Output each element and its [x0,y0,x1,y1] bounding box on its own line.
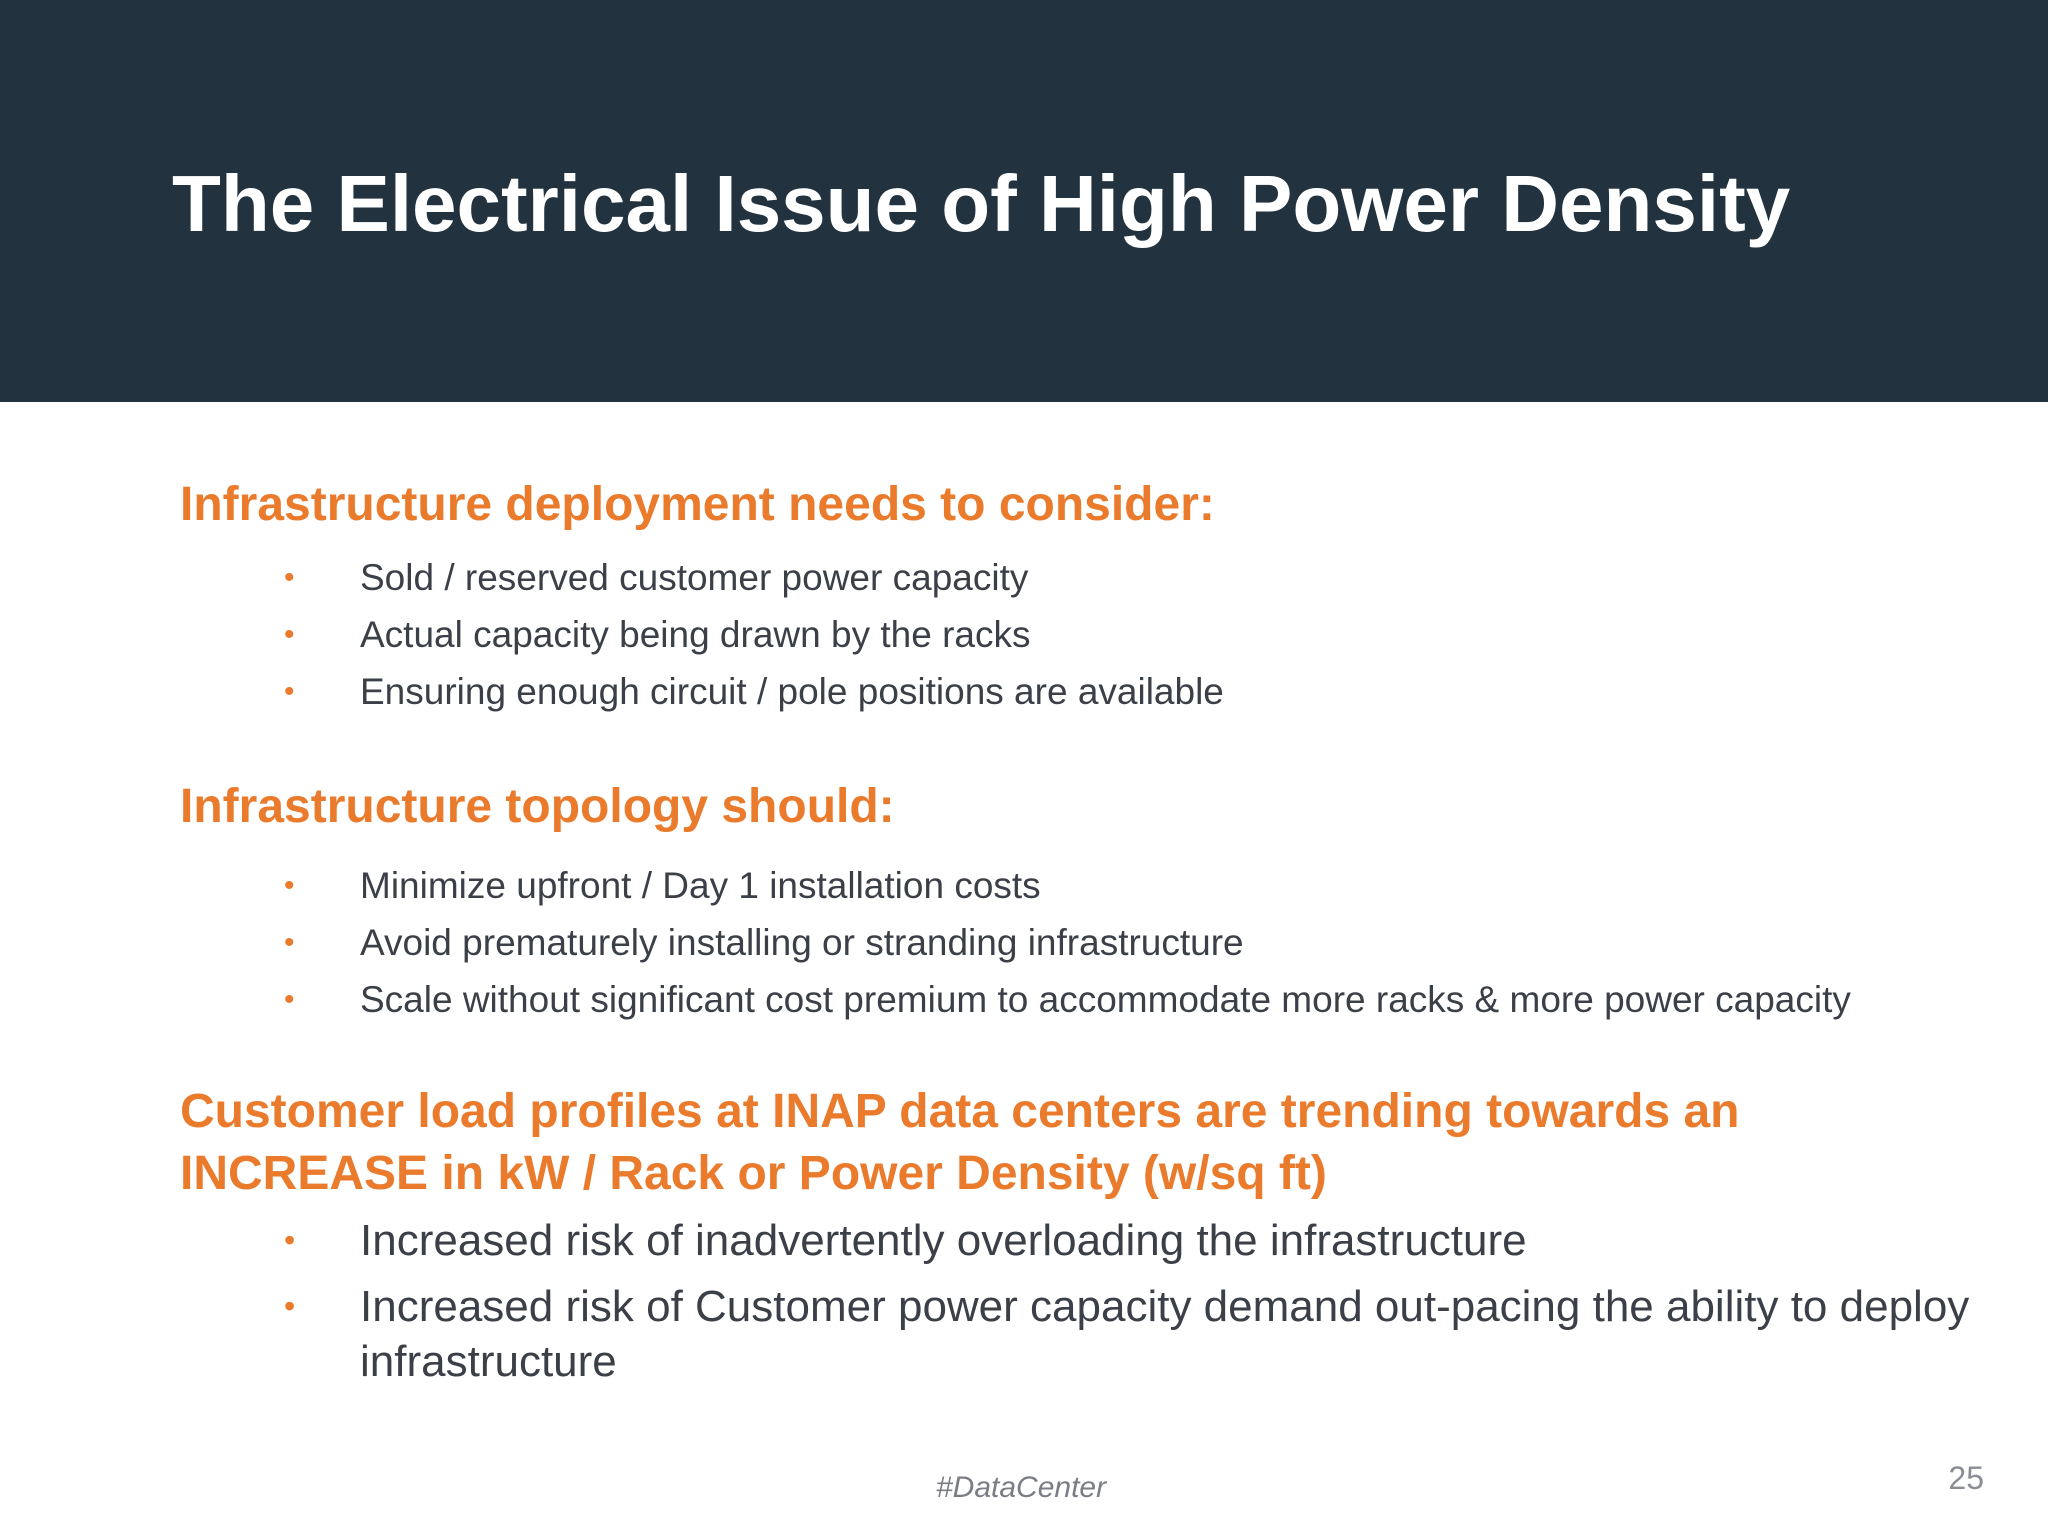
bullet-dot-icon: • [284,675,295,708]
bullet-item [180,1213,2020,1268]
bullet-dot-icon: • [284,869,295,902]
bullet-text: Sold / reserved customer power capacity [360,557,1029,598]
bullet-dot-icon: • [284,618,295,651]
section-heading: Customer load profiles at INAP data centers are trending towards an INCREASE in kW / Rack or Power Density (w/sq ft) [180,1085,1740,1200]
bullet-text: Ensuring enough circuit / pole positions are available [360,671,1224,712]
bullet-text: Increased risk of Customer power capacity demand out-pacing the ability to deploy infrastructure [360,1282,1970,1386]
bullet-item [180,1279,2020,1389]
bullet-item [180,549,2020,606]
page-number: 25 [1948,1460,1984,1496]
bullet-text: Actual capacity being drawn by the racks [360,614,1031,655]
bullet-list [180,549,2020,720]
bullet-item [180,914,2020,971]
bullet-dot-icon: • [284,561,295,594]
bullet-item [180,606,2020,663]
section-heading: Infrastructure deployment needs to consider: [180,478,1215,531]
section-heading: Infrastructure topology should: [180,780,895,833]
bullet-dot-icon: • [284,1222,296,1258]
bullet-dot-icon: • [284,983,295,1016]
bullet-item [180,663,2020,720]
bullet-text: Scale without significant cost premium to accommodate more racks & more power capacity [360,979,1851,1020]
bullet-text: Minimize upfront / Day 1 installation costs [360,865,1041,906]
section-load-profile-trend [180,1081,2020,1400]
title-banner [0,0,2048,402]
bullet-text: Avoid prematurely installing or stranding infrastructure [360,922,1244,963]
bullet-list [180,857,2020,1028]
bullet-text: Increased risk of inadvertently overloading the infrastructure [360,1216,1527,1265]
section-topology-goals [180,776,2020,1028]
bullet-dot-icon: • [284,1288,296,1324]
bullet-dot-icon: • [284,926,295,959]
bullet-item [180,971,2020,1028]
section-deployment-considerations [180,474,2020,720]
bullet-item [180,857,2020,914]
footer-hashtag: #DataCenter [936,1471,1107,1504]
slide-title: The Electrical Issue of High Power Density [172,159,1791,248]
bullet-list [180,1213,2020,1389]
